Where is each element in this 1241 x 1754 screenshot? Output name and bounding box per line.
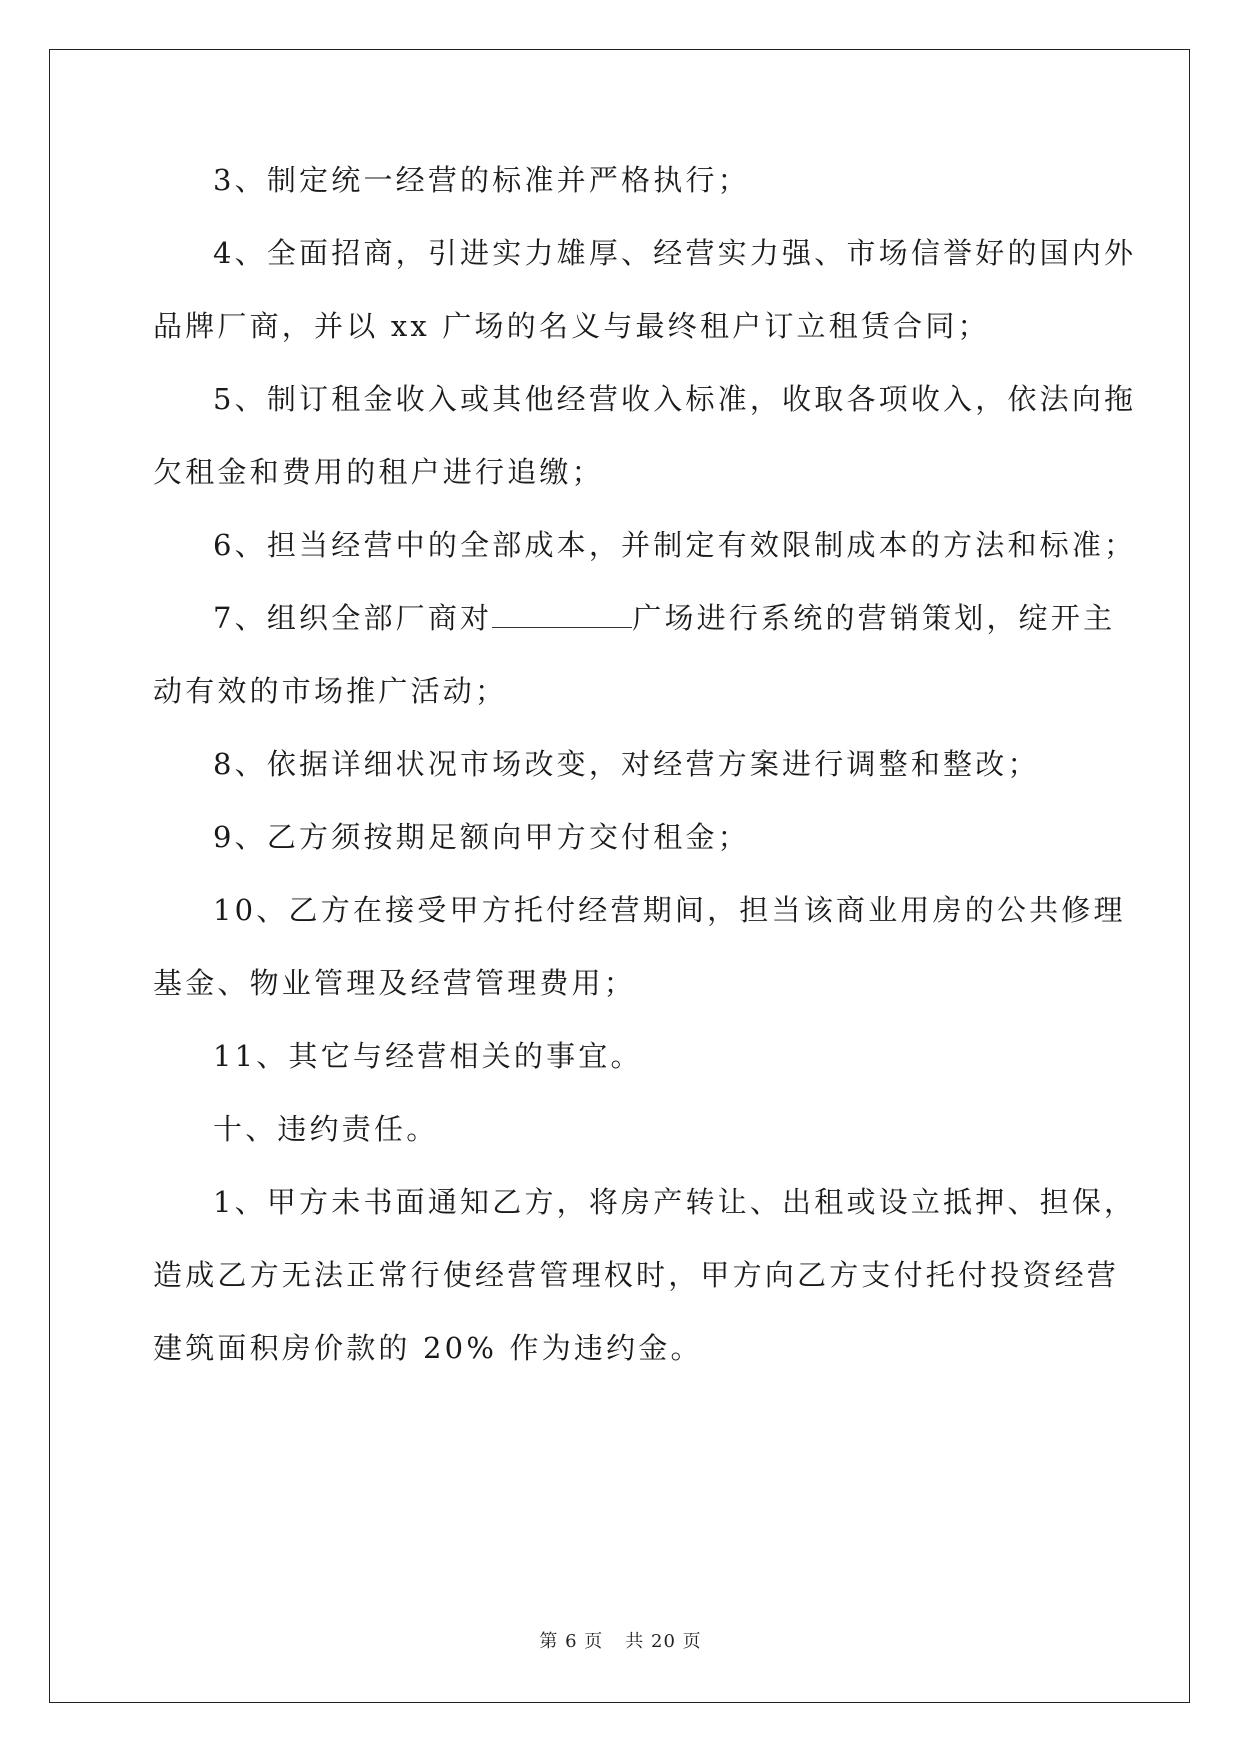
paragraph-line: 8、依据详细状况市场改变，对经营方案进行调整和整改；	[213, 747, 1040, 781]
paragraph-line: 欠租金和费用的租户进行追缴；	[153, 455, 604, 489]
paragraph-line: 6、担当经营中的全部成本，并制定有效限制成本的方法和标准；	[213, 528, 1137, 562]
paragraph-line: 10、乙方在接受甲方托付经营期间，担当该商业用房的公共修理	[213, 893, 1126, 927]
page-total: 共 20 页	[625, 1631, 702, 1652]
paragraph-line: 建筑面积房价款的 20% 作为违约金。	[153, 1331, 703, 1365]
paragraph-line: 5、制订租金收入或其他经营收入标准，收取各项收入，依法向拖	[213, 382, 1137, 416]
section-heading: 十、违约责任。	[213, 1112, 439, 1146]
paragraph-line-with-blank	[213, 598, 1115, 638]
paragraph-line: 3、制定统一经营的标准并严格执行；	[213, 163, 750, 197]
paragraph-line: 造成乙方无法正常行使经营管理权时，甲方向乙方支付托付投资经营	[153, 1258, 1120, 1292]
paragraph-line-part: 广场进行系统的营销策划，绽开主	[632, 601, 1116, 635]
paragraph-line: 动有效的市场推广活动；	[153, 674, 508, 708]
page-number: 第 6 页	[539, 1631, 604, 1652]
paragraph-line: 11、其它与经营相关的事宜。	[213, 1039, 643, 1073]
paragraph-line: 基金、物业管理及经营管理费用；	[153, 966, 637, 1000]
fill-in-blank	[492, 601, 632, 628]
paragraph-line: 4、全面招商，引进实力雄厚、经营实力强、市场信誉好的国内外	[213, 236, 1137, 270]
page-border	[49, 49, 1190, 1703]
paragraph-line-part: 7、组织全部厂商对	[213, 601, 493, 635]
paragraph-line: 1、甲方未书面通知乙方，将房产转让、出租或设立抵押、担保，	[213, 1185, 1137, 1219]
paragraph-line: 品牌厂商，并以 xx 广场的名义与最终租户订立租赁合同；	[153, 309, 990, 343]
page-footer	[0, 1627, 1241, 1653]
paragraph-line: 9、乙方须按期足额向甲方交付租金；	[213, 820, 750, 854]
